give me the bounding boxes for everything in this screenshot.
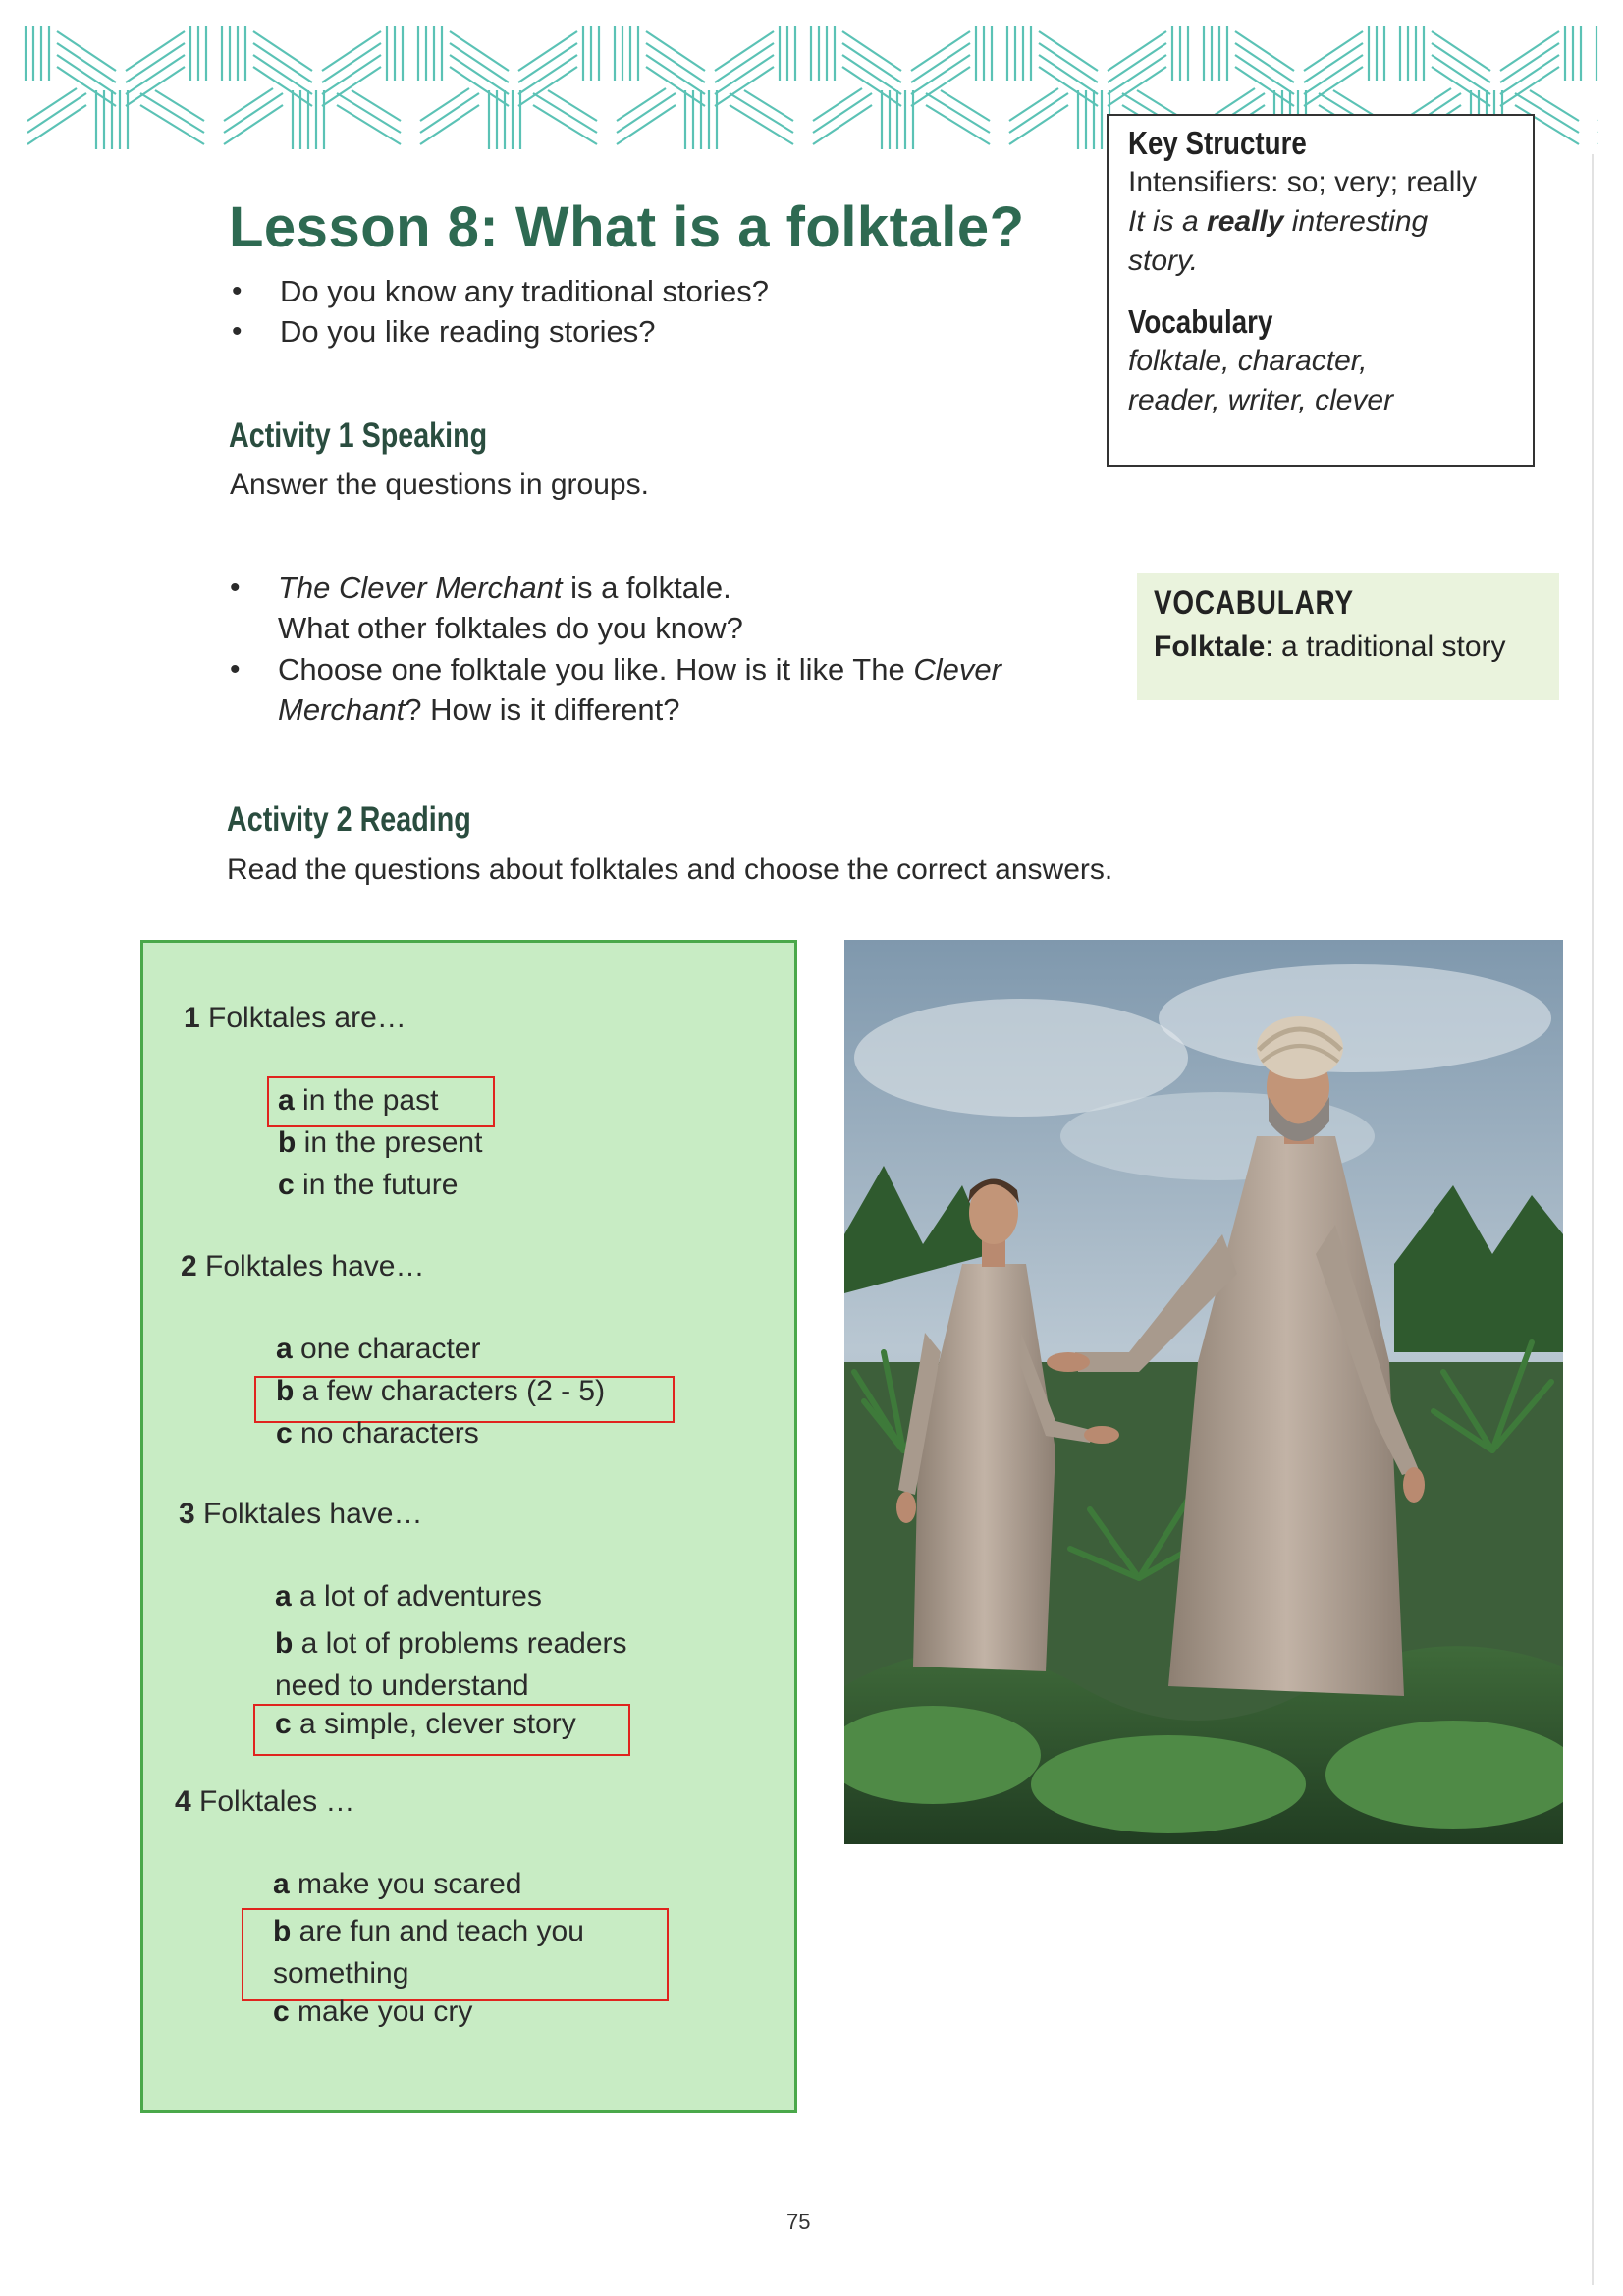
example-emphasis: really <box>1207 205 1284 238</box>
quiz-option[interactable] <box>273 1868 521 1901</box>
option-text: a lot of adventures <box>291 1580 542 1613</box>
vocabulary-words: reader, writer, clever <box>1128 384 1394 416</box>
quiz-question-2 <box>181 1250 424 1284</box>
example-text: It is a <box>1128 205 1208 238</box>
quiz-option[interactable] <box>278 1084 438 1118</box>
quiz-option[interactable] <box>276 1417 479 1450</box>
folktale-title: The Clever Merchant <box>278 571 563 605</box>
question-number: 2 <box>181 1250 197 1283</box>
question-text: Folktales have… <box>196 1250 425 1283</box>
quiz-option[interactable] <box>275 1622 627 1707</box>
activity1-heading: Activity 1 Speaking <box>229 416 488 455</box>
option-letter: a <box>276 1333 293 1365</box>
question-number: 4 <box>175 1785 191 1818</box>
quiz-option[interactable] <box>273 1910 584 1995</box>
question-number: 1 <box>184 1002 200 1034</box>
option-letter: c <box>273 1995 290 2028</box>
option-letter: a <box>275 1580 292 1613</box>
option-text: a few characters (2 - 5) <box>294 1375 606 1407</box>
quiz-option[interactable] <box>278 1126 482 1160</box>
option-letter: b <box>278 1126 297 1159</box>
option-letter: c <box>278 1169 295 1201</box>
activity1-prompt-1 <box>227 568 1001 648</box>
illustration-two-men-in-garden <box>844 940 1563 1844</box>
option-text: in the present <box>296 1126 483 1159</box>
vocabulary-definition-box <box>1137 573 1559 700</box>
quiz-question-3 <box>179 1498 422 1531</box>
option-text: need to understand <box>275 1669 529 1702</box>
example-text: story. <box>1128 245 1199 277</box>
activity1-prompts <box>227 568 1001 730</box>
option-text: are fun and teach you <box>291 1915 584 1947</box>
activity1-instruction: Answer the questions in groups. <box>230 468 649 501</box>
option-letter: b <box>276 1375 295 1407</box>
option-text: one character <box>292 1333 481 1365</box>
question-text: Folktales have… <box>194 1498 423 1530</box>
option-letter: b <box>275 1627 294 1660</box>
quiz-option[interactable] <box>278 1169 458 1202</box>
activity2-heading: Activity 2 Reading <box>227 800 471 839</box>
question-text: Folktales … <box>190 1785 355 1818</box>
option-text: make you scared <box>289 1868 522 1900</box>
page-edge-line <box>1592 154 1594 2285</box>
option-text: a simple, clever story <box>291 1708 576 1740</box>
key-structure-example <box>1128 202 1533 281</box>
page-number: 75 <box>786 2210 811 2234</box>
option-letter: c <box>275 1708 292 1740</box>
quiz-box <box>140 940 797 2113</box>
option-letter: a <box>278 1084 295 1117</box>
intro-questions <box>229 271 769 352</box>
option-text: in the past <box>294 1084 439 1117</box>
vocabulary-heading: Vocabulary <box>1128 303 1273 340</box>
question-text: Folktales are… <box>199 1002 406 1034</box>
key-structure-line: Intensifiers: so; very; really <box>1128 166 1478 198</box>
quiz-question-4 <box>175 1785 354 1819</box>
option-letter: a <box>273 1868 290 1900</box>
vocabulary-term: Folktale <box>1154 630 1266 663</box>
intro-question: • Do you like reading stories? <box>229 311 769 352</box>
key-structure-box <box>1107 114 1535 467</box>
option-letter: c <box>276 1417 293 1449</box>
vocabulary-list <box>1128 342 1533 420</box>
option-text: no characters <box>292 1417 479 1449</box>
folktale-title: Merchant <box>278 692 406 727</box>
question-number: 3 <box>179 1498 195 1530</box>
option-text: a lot of problems readers <box>293 1627 627 1660</box>
quiz-option[interactable] <box>275 1580 542 1613</box>
prompt-text: is a folktale. <box>562 571 731 605</box>
prompt-text: ? How is it different? <box>405 692 680 727</box>
intro-question: • Do you know any traditional stories? <box>229 271 769 311</box>
folktale-title: Clever <box>913 652 1001 686</box>
option-text: in the future <box>294 1169 459 1201</box>
quiz-question-1 <box>184 1002 406 1035</box>
quiz-option[interactable] <box>273 1995 472 2029</box>
option-letter: b <box>273 1915 292 1947</box>
option-text: something <box>273 1957 409 1990</box>
definition-text: : a traditional story <box>1265 630 1506 663</box>
quiz-option[interactable] <box>276 1375 605 1408</box>
vocabulary-words: folktale, character, <box>1128 345 1368 377</box>
lesson-title: Lesson 8: What is a folktale? <box>229 195 1025 259</box>
example-text: interesting <box>1283 205 1429 238</box>
prompt-text: What other folktales do you know? <box>278 611 743 645</box>
activity2-instruction: Read the questions about folktales and choose the correct answers. <box>227 853 1113 886</box>
quiz-option[interactable] <box>275 1708 576 1741</box>
option-text: make you cry <box>289 1995 473 2028</box>
activity1-prompt-2 <box>227 649 1001 730</box>
prompt-text: Choose one folktale you like. How is it like The <box>278 652 914 686</box>
quiz-option[interactable] <box>276 1333 480 1366</box>
vocabulary-box-heading: VOCABULARY <box>1154 584 1354 622</box>
key-structure-heading: Key Structure <box>1128 125 1307 161</box>
vocabulary-definition <box>1154 630 1559 664</box>
